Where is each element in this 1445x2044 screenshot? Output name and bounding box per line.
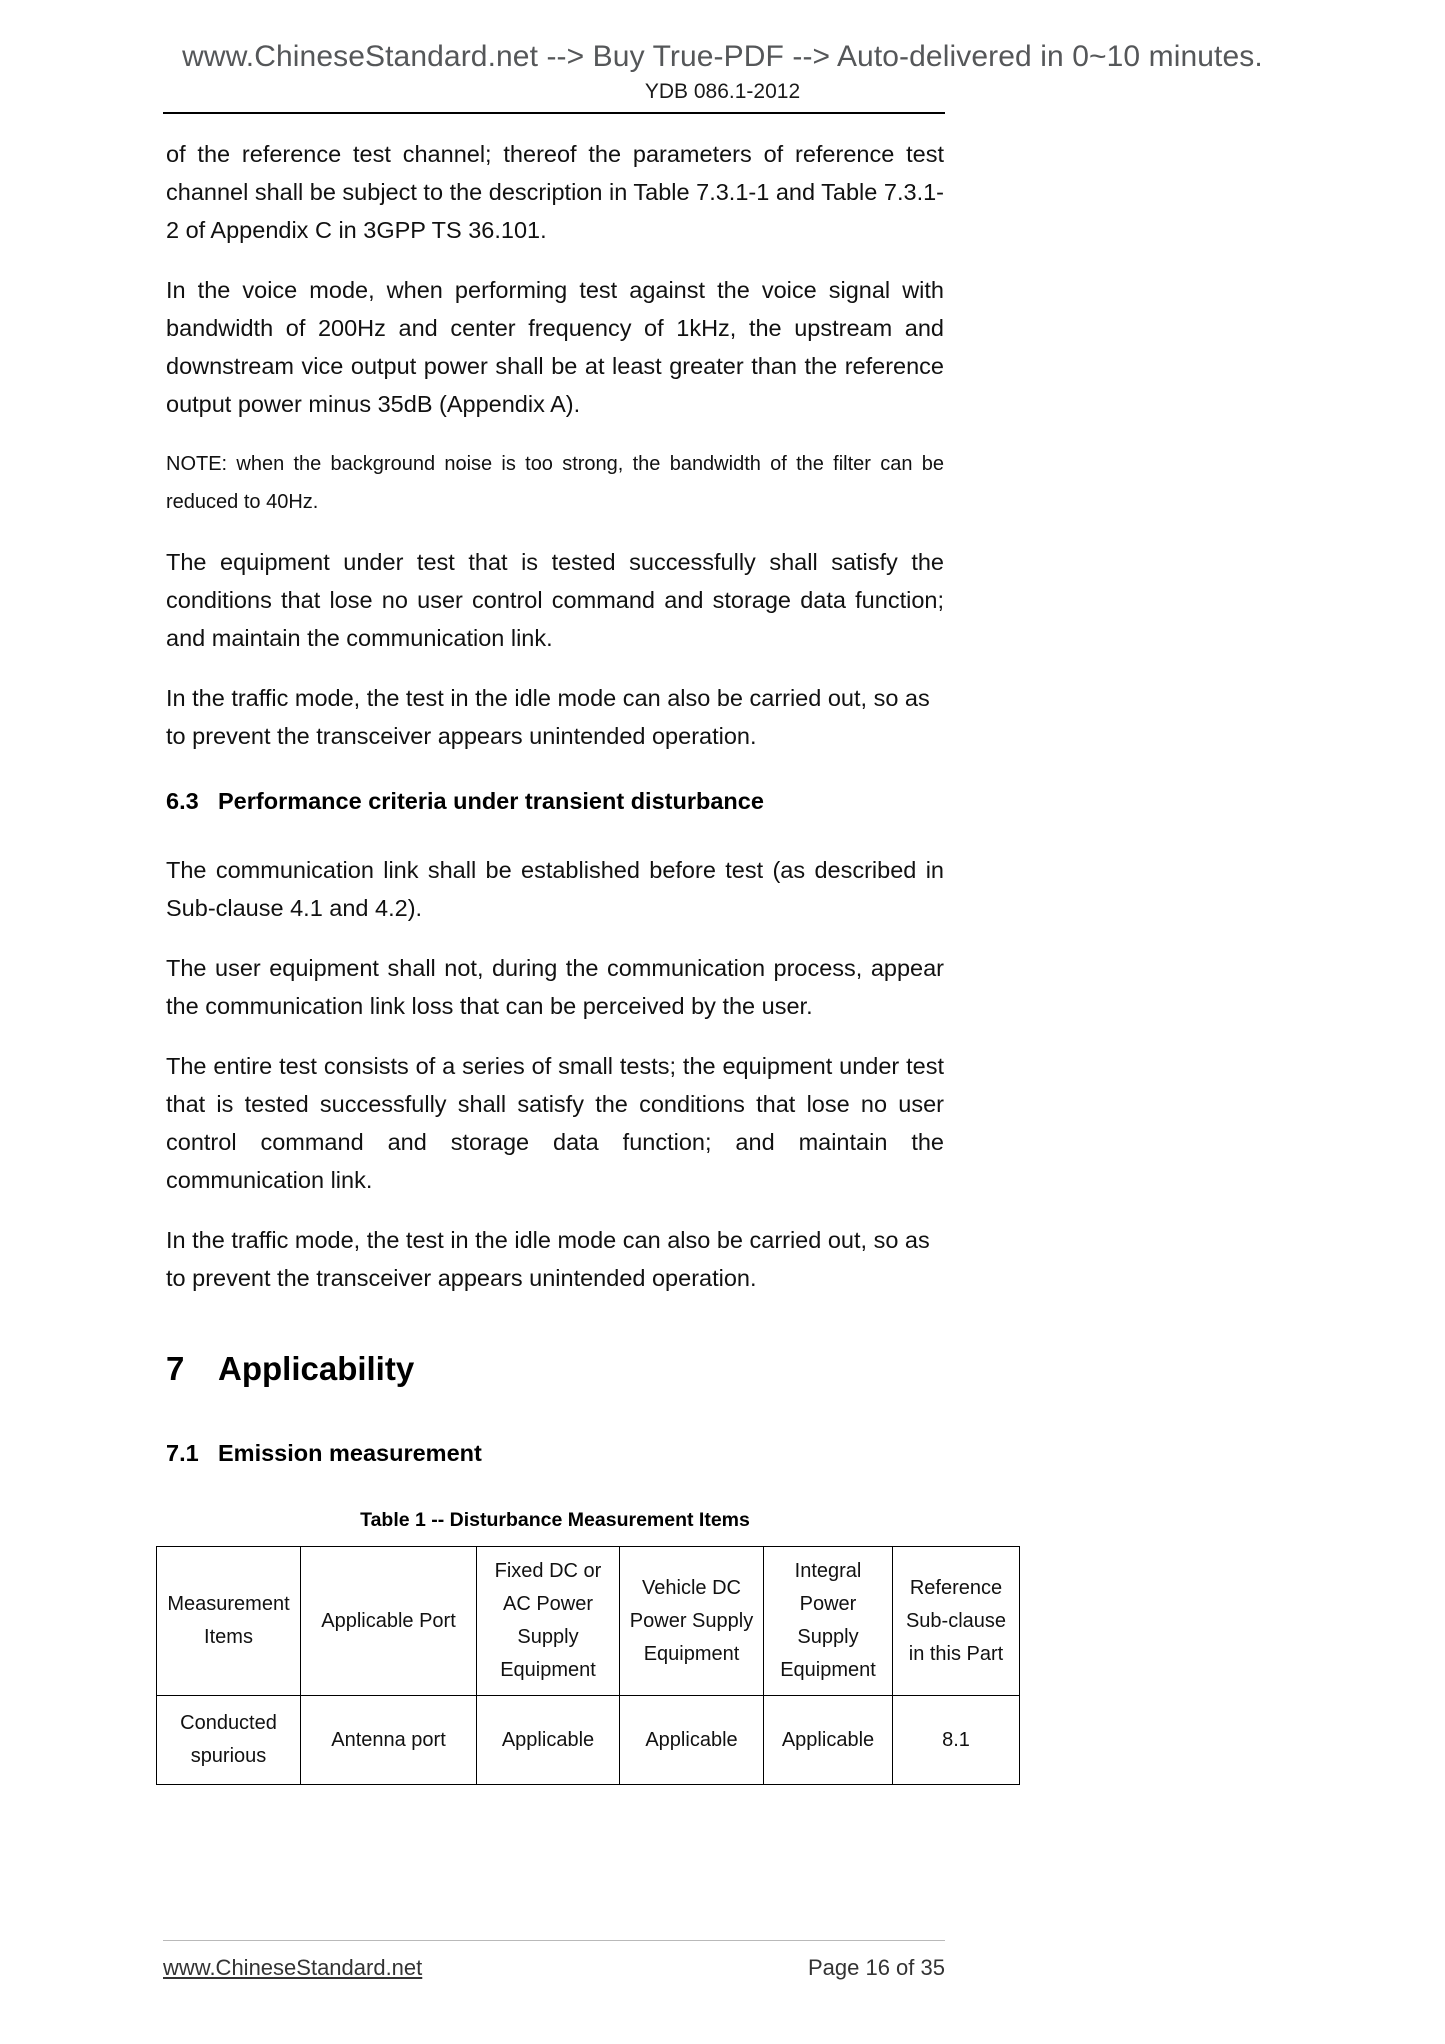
page-footer — [163, 1955, 945, 1981]
footer-site-link[interactable]: www.ChineseStandard.net — [163, 1955, 423, 1980]
table-cell-integral: Applicable — [764, 1696, 893, 1785]
paragraph-reference-test-channel: of the reference test channel; thereof the parameters of reference test channel shall be subject to the description in Table 7.3.1-1 and Table 7.3.1-2 of Appendix C in 3GPP TS 36.101. — [166, 141, 944, 243]
heading-clause-7-number: 7 — [166, 1350, 185, 1387]
footer-page-of: of — [889, 1955, 921, 1980]
table-header-measurement-items: Measurement Items — [157, 1547, 301, 1696]
heading-clause-6-3-title: Performance criteria under transient disturbance — [218, 788, 764, 814]
paragraph-traffic-mode-2: In the traffic mode, the test in the idle mode can also be carried out, so as to prevent the transceiver appears unintended operation. — [166, 1227, 930, 1291]
paragraph-note-background-noise: NOTE: when the background noise is too strong, the bandwidth of the filter can be reduced to 40Hz. — [166, 453, 944, 513]
heading-clause-7-title: Applicability — [218, 1350, 415, 1387]
footer-page-number — [808, 1955, 945, 1981]
table-cell-reference-sub-clause: 8.1 — [893, 1696, 1020, 1785]
heading-clause-7-1-title: Emission measurement — [218, 1440, 482, 1466]
paragraph-user-equipment-link-loss: The user equipment shall not, during the communication process, appear the communication link loss that can be perceived by the user. — [166, 955, 944, 1019]
header-divider-rule — [163, 112, 945, 114]
table-header-applicable-port: Applicable Port — [301, 1547, 477, 1696]
table-cell-applicable-port: Antenna port — [301, 1696, 477, 1785]
heading-clause-6-3 — [166, 785, 944, 817]
heading-clause-7 — [166, 1349, 944, 1389]
table-header-vehicle-dc-power-supply: Vehicle DC Power Supply Equipment — [620, 1547, 764, 1696]
footer-page-total: 35 — [920, 1955, 945, 1980]
running-head-standard-id: YDB 086.1-2012 — [644, 80, 801, 103]
table-cell-vehicle-dc: Applicable — [620, 1696, 764, 1785]
table-header-integral-power-supply: Integral Power Supply Equipment — [764, 1547, 893, 1696]
table-header-fixed-dc-ac-power-supply: Fixed DC or AC Power Supply Equipment — [477, 1547, 620, 1696]
paragraph-entire-test-series: The entire test consists of a series of small tests; the equipment under test that is tested successfully shall satisfy the conditions that lose no user control command and storage data function; and maintain the communication link. — [166, 1053, 944, 1193]
promo-header-text: www.ChineseStandard.net --> Buy True-PDF --> Auto-delivered in 0~10 minutes. — [182, 40, 1263, 73]
heading-clause-7-1-number: 7.1 — [166, 1440, 199, 1466]
paragraph-traffic-mode-1: In the traffic mode, the test in the idle mode can also be carried out, so as to prevent the transceiver appears unintended operation. — [166, 685, 930, 749]
footer-page-current: 16 — [865, 1955, 890, 1980]
heading-clause-6-3-number: 6.3 — [166, 788, 199, 814]
paragraph-voice-mode: In the voice mode, when performing test against the voice signal with bandwidth of 200Hz and center frequency of 1kHz, the upstream and downstream vice output power shall be at least greater than the reference output power minus 35dB (Appendix A). — [166, 277, 944, 417]
paragraph-communication-link-established: The communication link shall be established before test (as described in Sub-clause 4.1 and 4.2). — [166, 857, 944, 921]
document-content — [166, 135, 1007, 1785]
footer-divider-rule — [163, 1940, 945, 1941]
table-cell-measurement-item: Conducted spurious — [157, 1696, 301, 1785]
footer-page-prefix: Page — [807, 1955, 866, 1980]
table-caption: Table 1 -- Disturbance Measurement Items — [360, 1509, 750, 1531]
table-header-row — [157, 1547, 1020, 1696]
table-row — [157, 1696, 1020, 1785]
paragraph-equipment-under-test: The equipment under test that is tested successfully shall satisfy the conditions that lose no user control command and storage data function; and maintain the communication link. — [166, 549, 944, 651]
heading-clause-7-1 — [166, 1437, 944, 1469]
table-header-reference-sub-clause: Reference Sub-clause in this Part — [893, 1547, 1020, 1696]
disturbance-measurement-items-table — [156, 1546, 1020, 1785]
table-cell-fixed-dc-ac: Applicable — [477, 1696, 620, 1785]
